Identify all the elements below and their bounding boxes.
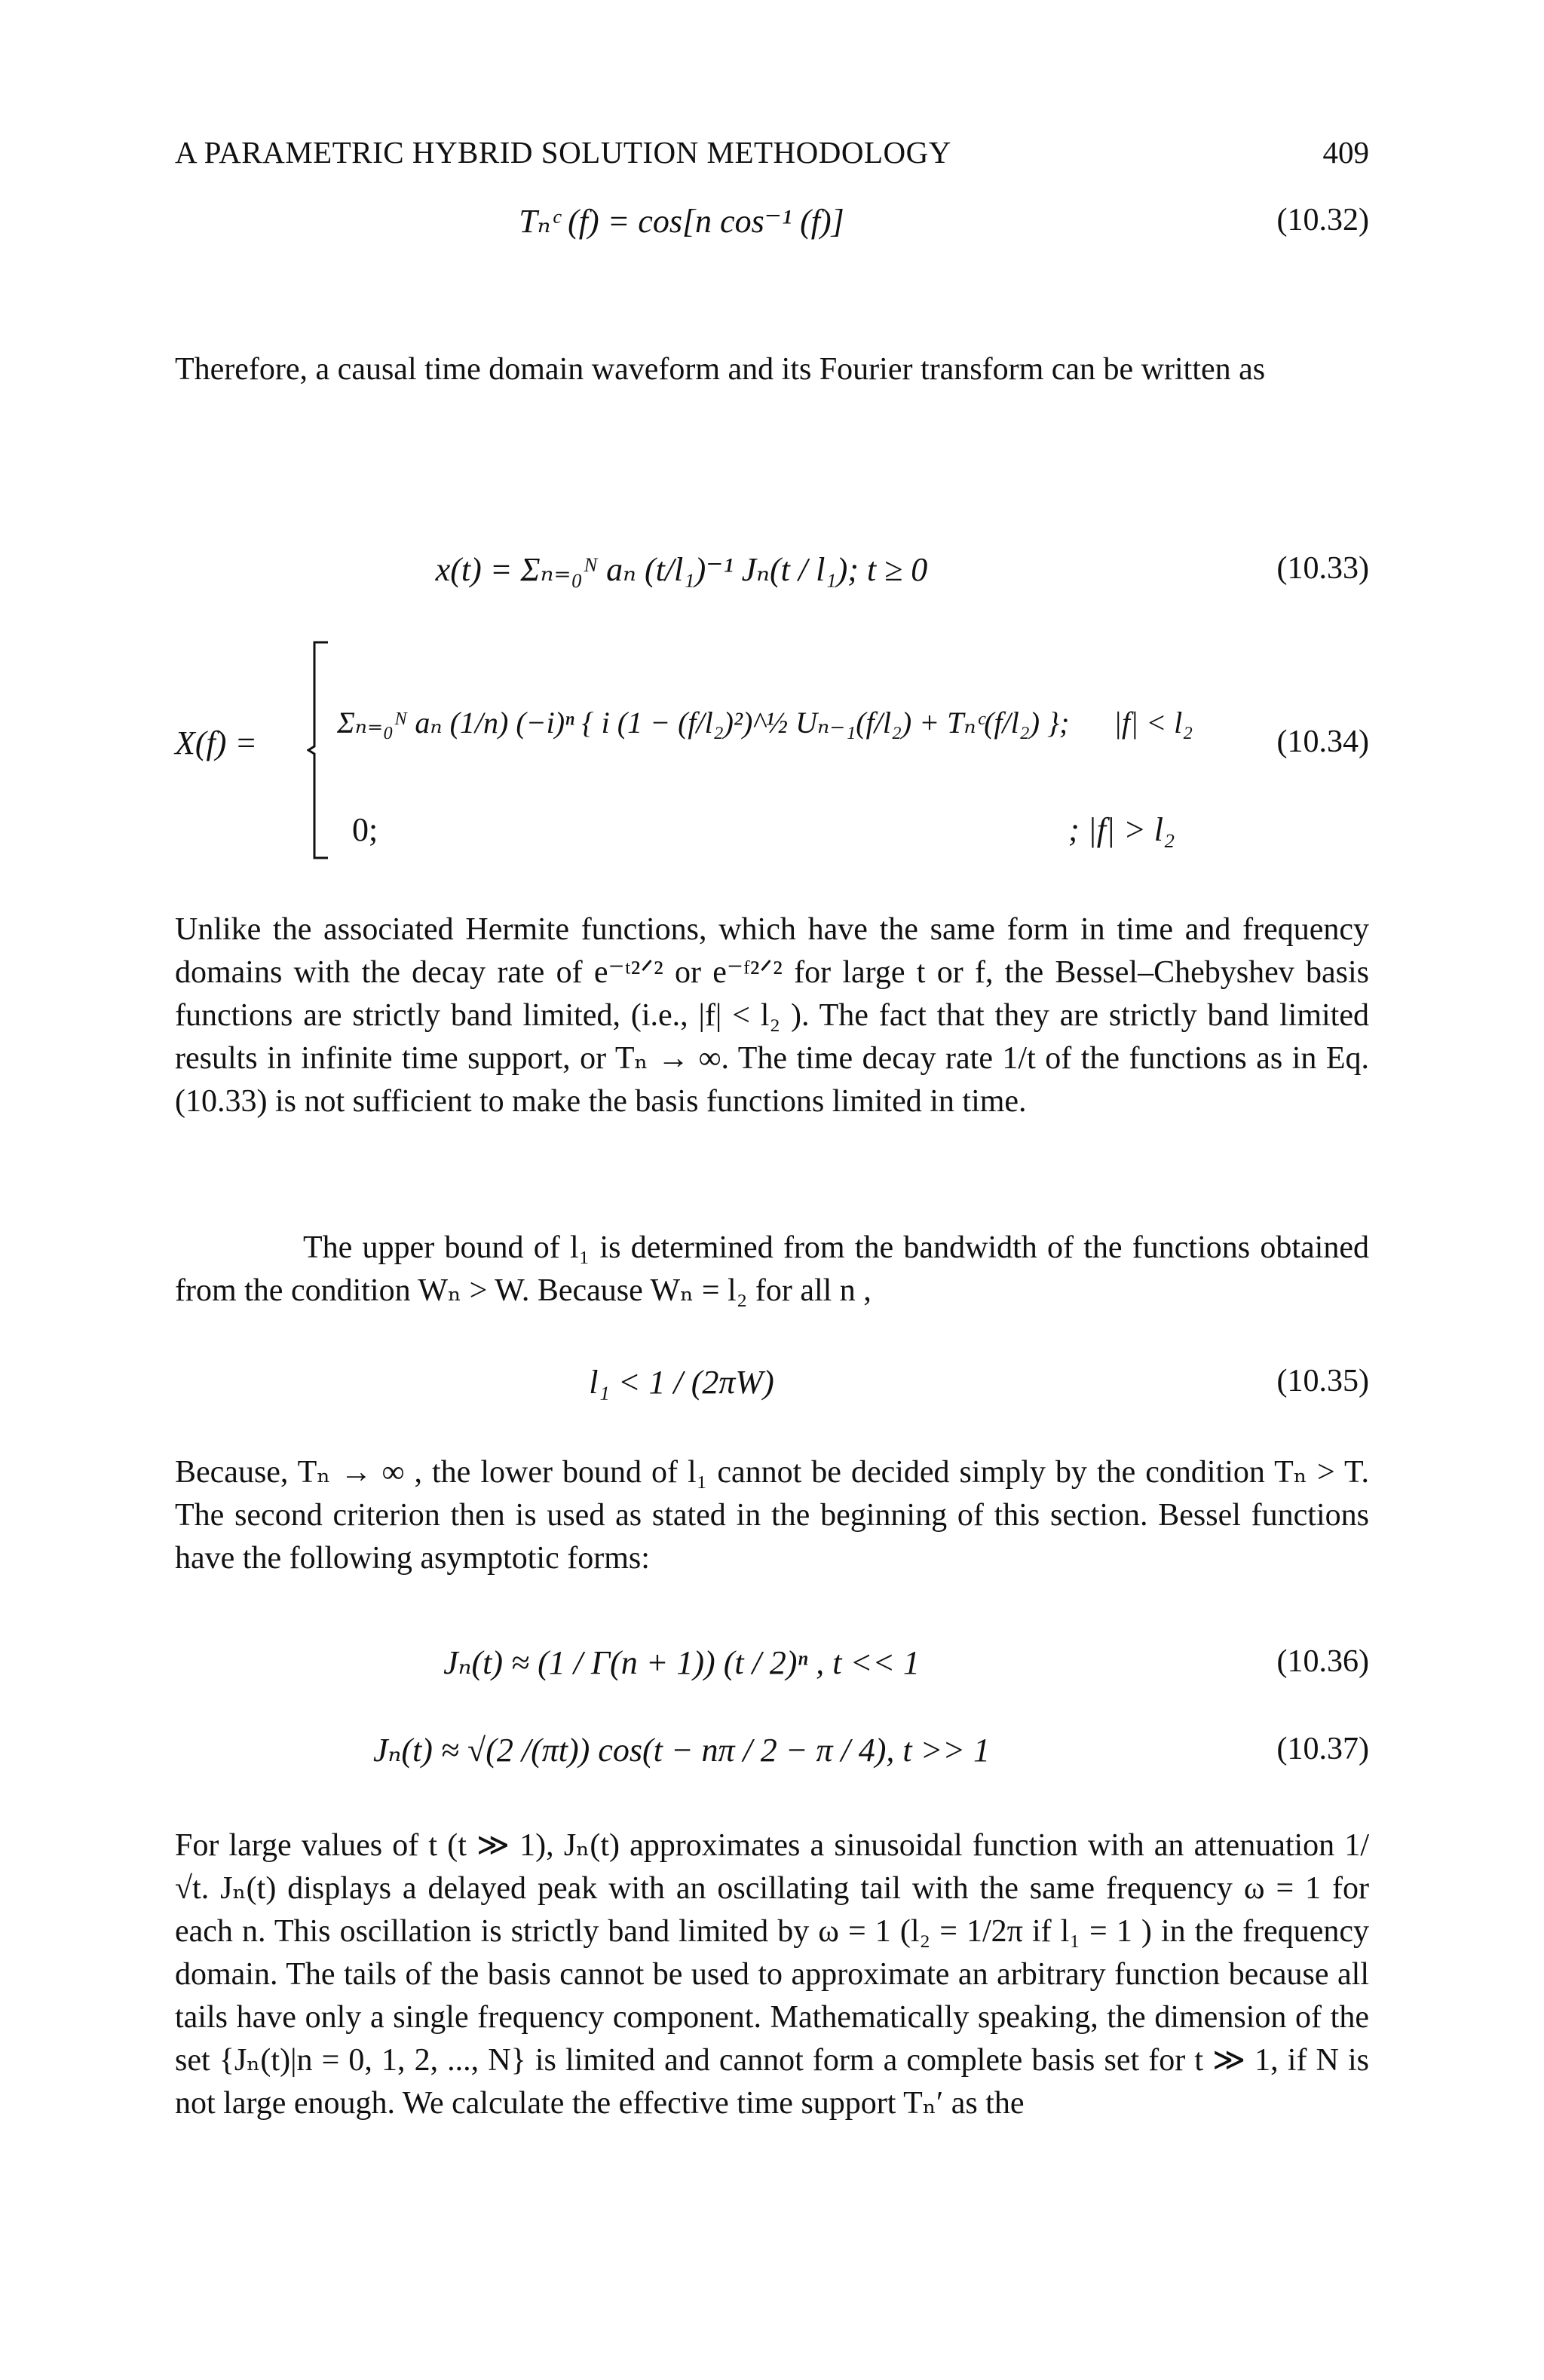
- equation-number: (10.37): [1276, 1732, 1369, 1766]
- equation-lhs: X(f) =: [175, 724, 258, 761]
- equation-10-37: [175, 1731, 1369, 1776]
- equation-number: (10.35): [1276, 1364, 1369, 1398]
- equation-10-32: [175, 202, 1369, 247]
- equation-body: l₁ < 1 / (2πW): [589, 1364, 774, 1401]
- left-brace-icon: [307, 641, 329, 859]
- equation-10-36: [175, 1643, 1369, 1704]
- case-two-expression: 0;: [352, 811, 378, 848]
- equation-10-33: [175, 550, 1369, 596]
- running-header: [175, 134, 1369, 179]
- equation-10-35: [175, 1363, 1369, 1408]
- page-number: 409: [1322, 135, 1369, 170]
- equation-10-34: [175, 641, 1369, 859]
- equation-body: x(t) = Σₙ₌₀ᴺ aₙ (t/l₁)⁻¹ Jₙ(t / l₁); t ≥ 0: [435, 551, 928, 588]
- case-two-condition: ; |f| > l₂: [1068, 811, 1175, 848]
- equation-number: (10.33): [1276, 551, 1369, 586]
- paragraph-band-limited: Unlike the associated Hermite functions, which have the same form in time and frequency domains with the decay rate of e⁻ᵗ²ᐟ² or e⁻ᶠ²ᐟ² for large t or f, the Bessel–Chebyshev basis functions are strictly band limited, (i.e., |f| < l₂ ). The fact that they are strictly band limited results in infinite time support, or Tₙ → ∞. The time decay rate 1/t of the functions as in Eq. (10.33) is not sufficient to make the basis functions limited in time.: [175, 912, 1369, 1119]
- case-one-expression: Σₙ₌₀ᴺ aₙ (1/n) (−i)ⁿ { i (1 − (f/l₂)²)^½ Uₙ₋₁(f/l₂) + Tₙᶜ(f/l₂) };: [337, 706, 1070, 740]
- equation-number: (10.36): [1276, 1644, 1369, 1679]
- equation-body: Jₙ(t) ≈ (1 / Γ(n + 1)) (t / 2)ⁿ , t << 1: [443, 1644, 920, 1681]
- paragraph-large-t: For large values of t (t ≫ 1), Jₙ(t) approximates a sinusoidal function with an attenuation 1/√t. Jₙ(t) displays a delayed peak with an oscillating tail with the same frequency ω = 1 for each n. This oscillation is strictly band limited by ω = 1 (l₂ = 1/2π if l₁ = 1 ) in the frequency domain. The tails of the basis cannot be used to approximate an arbitrary function because all tails have only a single frequency component. Mathematically speaking, the dimension of the set {Jₙ(t)|n = 0, 1, 2, ..., N} is limited and cannot form a complete basis set for t ≫ 1, if N is not large enough. We calculate the effective time support Tₙ′ as the: [175, 1828, 1369, 2121]
- running-title: A PARAMETRIC HYBRID SOLUTION METHODOLOGY: [175, 135, 951, 170]
- equation-body: Jₙ(t) ≈ √(2 /(πt)) cos(t − nπ / 2 − π / 4), t >> 1: [373, 1732, 990, 1769]
- equation-body: Tₙᶜ (f) = cos[n cos⁻¹ (f)]: [519, 203, 844, 240]
- paragraph-upper-bound: The upper bound of l₁ is determined from the bandwidth of the functions obtained from the condition Wₙ > W. Because Wₙ = l₂ for all n ,: [175, 1230, 1369, 1308]
- paragraph-lower-bound: Because, Tₙ → ∞ , the lower bound of l₁ cannot be decided simply by the condition Tₙ > T. The second criterion then is used as stated in the beginning of this section. Bessel functions have the following asymptotic forms:: [175, 1455, 1369, 1576]
- case-one-condition: |f| < l₂: [1114, 706, 1193, 740]
- equation-number: (10.32): [1276, 203, 1369, 237]
- paragraph-causal-waveform: Therefore, a causal time domain waveform and its Fourier transform can be written as: [175, 352, 1266, 387]
- equation-number: (10.34): [1276, 724, 1369, 759]
